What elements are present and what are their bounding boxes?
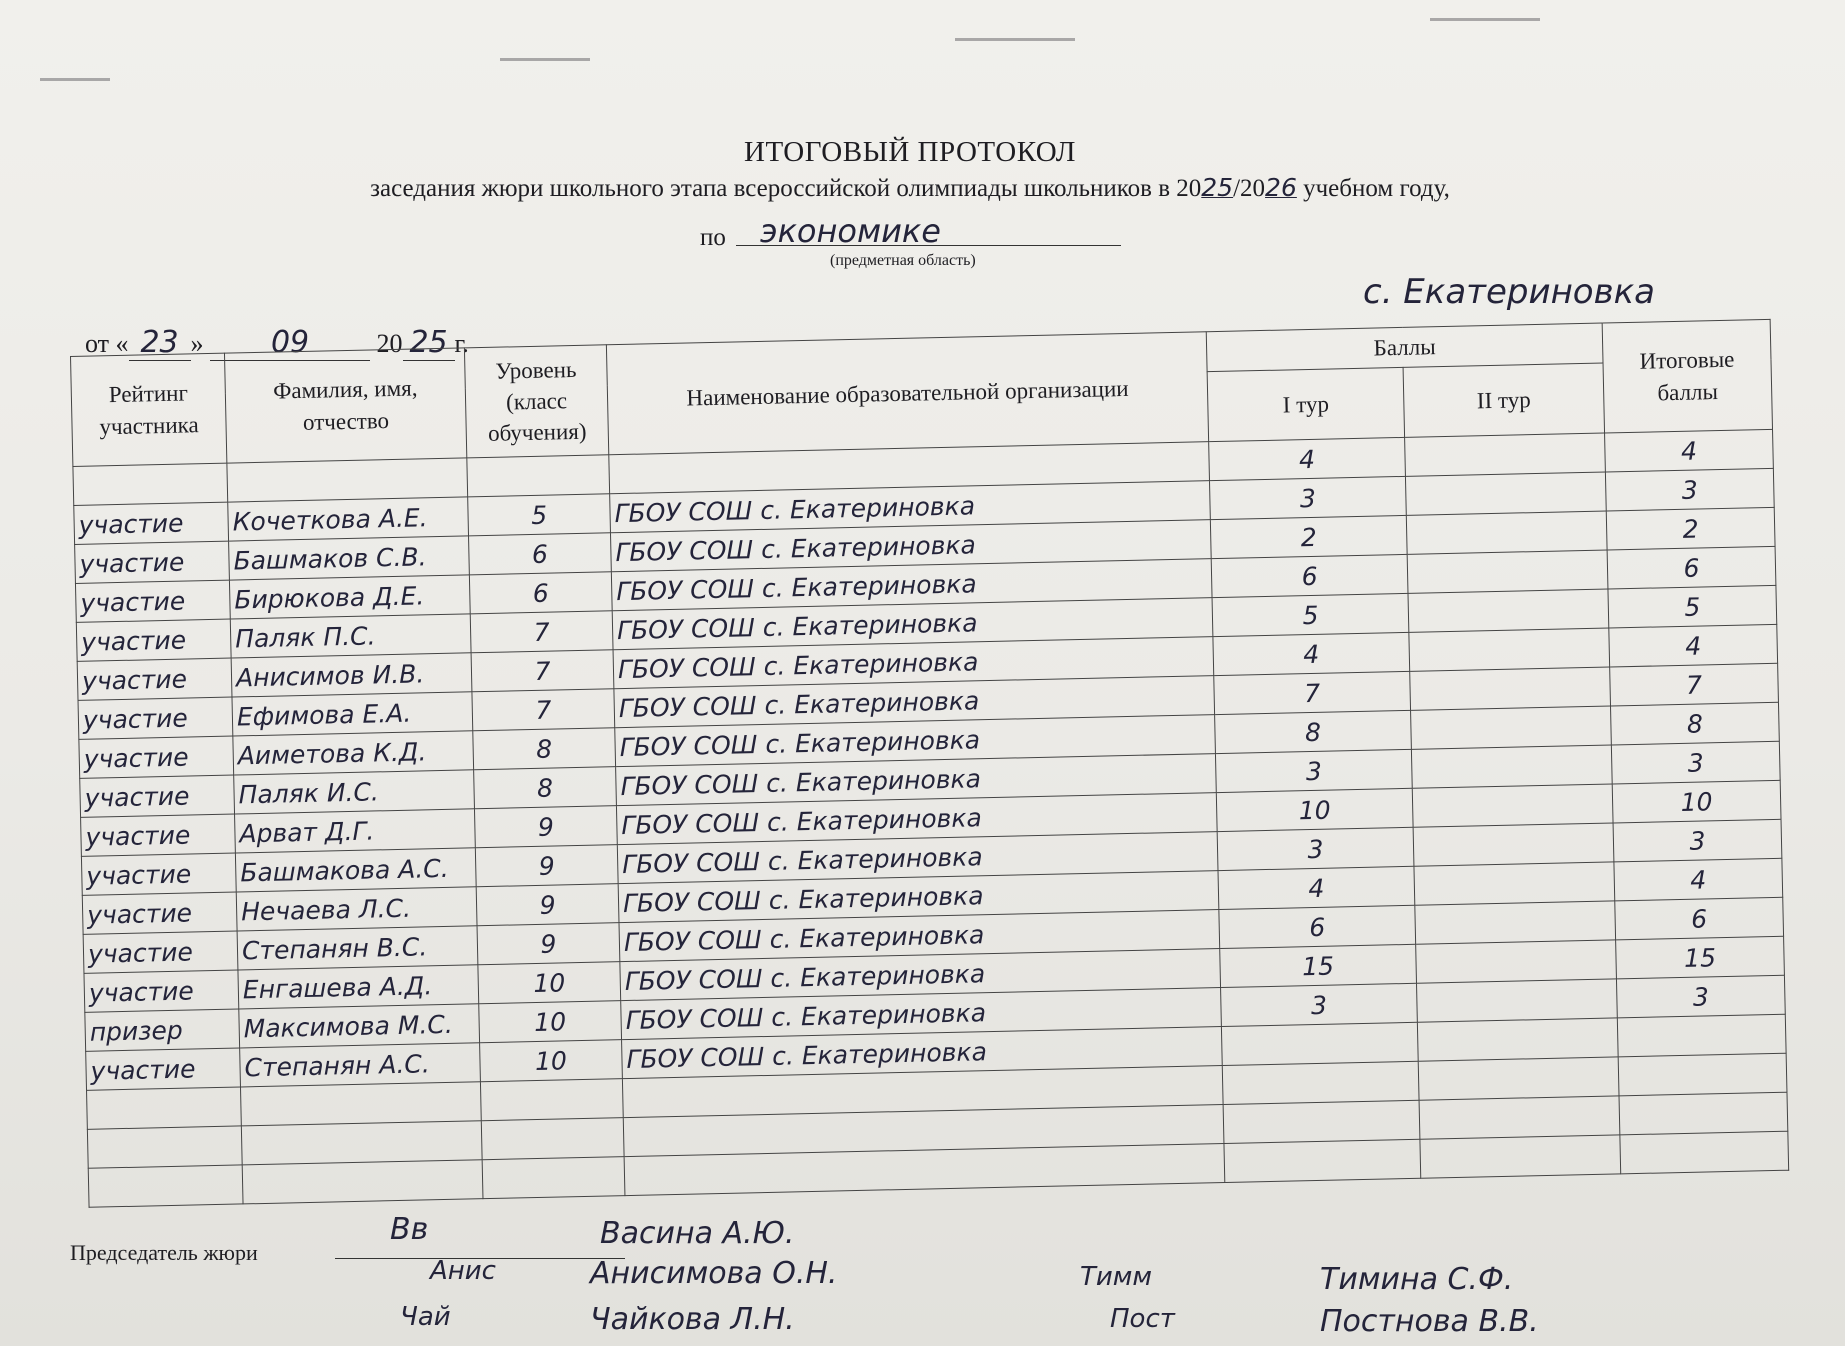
name-cell: Паляк И.С.: [234, 770, 475, 814]
member-signature: Чай: [400, 1302, 451, 1332]
rating-cell: участие: [77, 658, 232, 700]
round2-cell: [1411, 745, 1612, 788]
rating-cell: участие: [84, 970, 239, 1012]
round2-cell: [1420, 1135, 1621, 1178]
results-table: [70, 319, 1789, 1208]
header-rating: Рейтинг участника: [71, 353, 227, 466]
date-year: 25: [403, 325, 455, 361]
round1-cell: 4: [1209, 437, 1406, 480]
total-cell: 7: [1610, 663, 1779, 706]
grade-cell: [482, 1157, 625, 1199]
round1-cell: 3: [1217, 827, 1414, 870]
member-name: Чайкова Л.Н.: [590, 1302, 795, 1337]
header-level: Уровень (класс обучения): [464, 345, 608, 458]
org-cell: ГБОУ СОШ с. Екатериновка: [621, 988, 1222, 1040]
rating-cell: призер: [85, 1009, 240, 1051]
year-start: 25: [1201, 173, 1234, 202]
rating-cell: участие: [81, 814, 236, 856]
org-cell: ГБОУ СОШ с. Екатериновка: [611, 559, 1212, 611]
round1-cell: 8: [1215, 710, 1412, 753]
document-subtitle: [200, 173, 1620, 203]
round1-cell: 2: [1210, 515, 1407, 558]
total-cell: 4: [1609, 624, 1778, 667]
round1-cell: [1223, 1100, 1420, 1143]
org-cell: ГБОУ СОШ с. Екатериновка: [614, 676, 1215, 728]
total-cell: [1619, 1092, 1788, 1135]
round2-cell: [1405, 472, 1606, 515]
org-cell: ГБОУ СОШ с. Екатериновка: [610, 520, 1211, 572]
round1-cell: 6: [1211, 554, 1408, 597]
round2-cell: [1411, 706, 1612, 749]
member-signature: Анис: [430, 1256, 496, 1286]
grade-cell: [481, 1118, 624, 1160]
subject-prefix: по: [700, 224, 726, 251]
year-separator: /20: [1233, 175, 1266, 202]
rating-cell: участие: [82, 892, 237, 934]
name-cell: Ефимова Е.А.: [232, 692, 473, 736]
total-cell: 4: [1605, 429, 1774, 472]
header-round2: II тур: [1403, 363, 1604, 437]
date-day: 23: [129, 325, 191, 361]
round2-cell: [1417, 979, 1618, 1022]
total-cell: 6: [1615, 897, 1784, 940]
rating-cell: [88, 1165, 243, 1207]
round1-cell: 7: [1214, 671, 1411, 714]
rating-cell: участие: [74, 502, 229, 544]
org-cell: ГБОУ СОШ с. Екатериновка: [613, 637, 1214, 689]
top-edge-mark: [40, 78, 110, 81]
name-cell: [227, 458, 468, 502]
header-name: Фамилия, имя, отчество: [224, 348, 466, 463]
grade-cell: 5: [468, 494, 611, 536]
total-cell: [1617, 1014, 1786, 1057]
grade-cell: 9: [476, 884, 619, 926]
grade-cell: [480, 1079, 623, 1121]
total-cell: 10: [1612, 780, 1781, 823]
name-cell: Бирюкова Д.Е.: [229, 575, 470, 619]
grade-cell: 9: [474, 806, 617, 848]
total-cell: [1618, 1053, 1787, 1096]
total-cell: 6: [1607, 546, 1776, 589]
round2-cell: [1405, 433, 1606, 476]
org-cell: ГБОУ СОШ с. Екатериновка: [616, 754, 1217, 806]
signatures-section: [70, 1210, 1770, 1346]
name-cell: [241, 1121, 482, 1165]
grade-cell: 10: [480, 1040, 623, 1082]
name-cell: Нечаева Л.С.: [236, 887, 477, 931]
total-cell: 8: [1611, 702, 1780, 745]
chair-name: Васина А.Ю.: [600, 1216, 795, 1251]
name-cell: [242, 1160, 483, 1204]
member-signature: Пост: [1110, 1304, 1175, 1334]
rating-cell: участие: [76, 619, 231, 661]
rating-cell: участие: [75, 580, 230, 622]
date-month: 09: [210, 325, 370, 361]
org-cell: ГБОУ СОШ с. Екатериновка: [617, 832, 1218, 884]
round1-cell: 3: [1221, 983, 1418, 1026]
round1-cell: [1221, 1022, 1418, 1065]
member-name: Анисимова О.Н.: [590, 1256, 838, 1291]
member-name: Постнова В.В.: [1320, 1304, 1539, 1339]
round1-cell: [1224, 1139, 1421, 1182]
name-cell: Башмакова А.С.: [235, 848, 476, 892]
rating-cell: участие: [79, 736, 234, 778]
name-cell: Аиметова К.Д.: [233, 731, 474, 775]
total-cell: 3: [1605, 468, 1774, 511]
round1-cell: [1222, 1061, 1419, 1104]
org-cell: ГБОУ СОШ с. Екатериновка: [622, 1027, 1223, 1079]
name-cell: Степанян В.С.: [237, 926, 478, 970]
top-edge-mark: [1430, 18, 1540, 21]
name-cell: Паляк П.С.: [230, 614, 471, 658]
grade-cell: 7: [470, 611, 613, 653]
rating-cell: участие: [86, 1048, 241, 1090]
grade-cell: 7: [472, 689, 615, 731]
round2-cell: [1407, 550, 1608, 593]
date-mid: »: [190, 329, 204, 358]
top-edge-mark: [500, 58, 590, 61]
round2-cell: [1408, 589, 1609, 632]
name-cell: Кочеткова А.Е.: [228, 497, 469, 541]
rating-cell: участие: [81, 853, 236, 895]
grade-cell: 10: [478, 962, 621, 1004]
total-cell: 3: [1613, 819, 1782, 862]
total-cell: 5: [1608, 585, 1777, 628]
total-cell: 4: [1614, 858, 1783, 901]
name-cell: Енгашева А.Д.: [238, 965, 479, 1009]
rating-cell: [87, 1087, 242, 1129]
member-name: Тимина С.Ф.: [1320, 1262, 1514, 1297]
grade-cell: 9: [477, 923, 620, 965]
rating-cell: участие: [83, 931, 238, 973]
grade-cell: 8: [474, 767, 617, 809]
chair-label: Председатель жюри: [70, 1240, 258, 1265]
subtitle-end: учебном году,: [1296, 175, 1450, 202]
rating-cell: [87, 1126, 242, 1168]
round2-cell: [1415, 901, 1616, 944]
org-cell: ГБОУ СОШ с. Екатериновка: [620, 949, 1221, 1001]
round1-cell: 10: [1216, 788, 1413, 831]
date-year-prefix: 20: [376, 329, 403, 358]
header-round1: I тур: [1207, 367, 1404, 441]
round2-cell: [1417, 1018, 1618, 1061]
subject-caption: (предметная область): [830, 252, 976, 269]
org-cell: ГБОУ СОШ с. Екатериновка: [618, 871, 1219, 923]
header-total: Итоговые баллы: [1602, 319, 1772, 433]
round2-cell: [1412, 784, 1613, 827]
grade-cell: [467, 455, 610, 497]
date-suffix: г.: [454, 329, 469, 358]
year-end: 26: [1265, 173, 1297, 202]
rating-cell: участие: [80, 775, 235, 817]
round2-cell: [1414, 862, 1615, 905]
org-cell: ГБОУ СОШ с. Екатериновка: [610, 481, 1211, 533]
org-cell: ГБОУ СОШ с. Екатериновка: [619, 910, 1220, 962]
rating-cell: участие: [75, 541, 230, 583]
header-org: Наименование образовательной организации: [606, 332, 1208, 455]
round2-cell: [1418, 1057, 1619, 1100]
total-cell: 3: [1611, 741, 1780, 784]
table-body: [73, 429, 1789, 1207]
document-title: ИТОГОВЫЙ ПРОТОКОЛ: [744, 136, 1076, 168]
grade-cell: 6: [469, 572, 612, 614]
round2-cell: [1419, 1096, 1620, 1139]
header: [200, 136, 1620, 203]
name-cell: Башмаков С.В.: [229, 536, 470, 580]
org-cell: ГБОУ СОШ с. Екатериновка: [612, 598, 1213, 650]
name-cell: Степанян А.С.: [240, 1043, 481, 1087]
top-edge-mark: [955, 38, 1075, 41]
name-cell: Максимова М.С.: [239, 1004, 480, 1048]
round2-cell: [1413, 823, 1614, 866]
total-cell: 15: [1616, 936, 1785, 979]
round1-cell: 4: [1218, 866, 1415, 909]
member-signature: Тимм: [1080, 1262, 1153, 1292]
round2-cell: [1416, 940, 1617, 983]
name-cell: Анисимов И.В.: [231, 653, 472, 697]
rating-cell: участие: [78, 697, 233, 739]
subtitle-text: заседания жюри школьного этапа всероссийской олимпиады школьников в 20: [370, 175, 1202, 202]
grade-cell: 7: [471, 650, 614, 692]
rating-cell: [73, 463, 228, 505]
round1-cell: 5: [1212, 593, 1409, 636]
date-prefix: от «: [85, 329, 129, 358]
org-cell: ГБОУ СОШ с. Екатериновка: [615, 715, 1216, 767]
grade-cell: 6: [469, 533, 612, 575]
round1-cell: 6: [1219, 905, 1416, 948]
total-cell: [1620, 1131, 1789, 1174]
location: с. Екатериновка: [1363, 272, 1656, 312]
header-scores: Баллы: [1206, 323, 1603, 372]
grade-cell: 10: [479, 1001, 622, 1043]
round2-cell: [1410, 667, 1611, 710]
grade-cell: 9: [475, 845, 618, 887]
name-cell: [240, 1082, 481, 1126]
grade-cell: 8: [473, 728, 616, 770]
round1-cell: 4: [1213, 632, 1410, 675]
round1-cell: 3: [1209, 476, 1406, 519]
subject-value: экономике: [736, 212, 1121, 246]
round2-cell: [1409, 628, 1610, 671]
total-cell: 3: [1616, 975, 1785, 1018]
org-cell: ГБОУ СОШ с. Екатериновка: [616, 793, 1217, 845]
chair-signature: Вв: [390, 1212, 429, 1247]
total-cell: 2: [1606, 507, 1775, 550]
round1-cell: 15: [1220, 944, 1417, 987]
round2-cell: [1406, 511, 1607, 554]
name-cell: Арват Д.Г.: [235, 809, 476, 853]
round1-cell: 3: [1215, 749, 1412, 792]
